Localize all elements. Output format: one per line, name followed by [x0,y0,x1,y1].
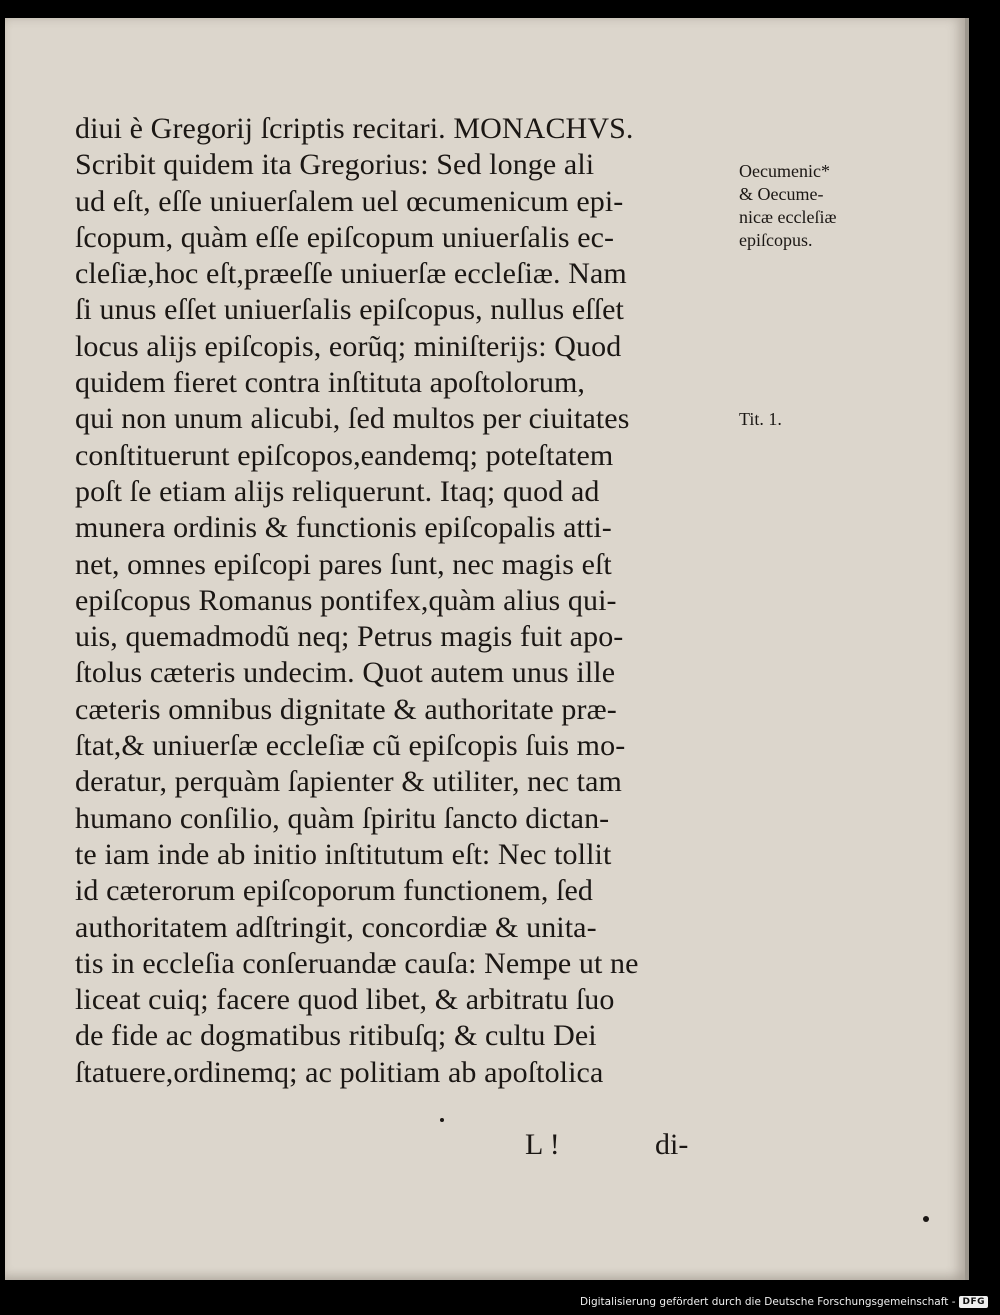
text-line: munera ordinis & functionis epiſcopalis atti- [75,511,612,545]
text-line: poſt ſe etiam alijs reliquerunt. Itaq; quod ad [75,474,600,508]
text-line: diui è Gregorij ſcriptis recitari. MONACHVS. [75,112,634,145]
margin-note-line: Tit. 1. [739,409,782,429]
signature-mark: L ! [525,1128,560,1161]
text-line: deratur, perquàm ſapienter & utiliter, nec tam [75,765,622,799]
text-line: ſcopum, quàm eſſe epiſcopum uniuerſalis ec- [75,220,615,254]
ink-speck [923,1216,929,1222]
margin-note-titus [739,408,959,431]
text-line: qui non unum alicubi, ſed multos per ciuitates [75,402,630,436]
text-line: id cæterorum epiſcoporum functionem, ſed [75,874,594,908]
text-line: uis, quemadmodũ neq; Petrus magis fuit apo- [75,620,624,654]
text-line: quidem fieret contra inſtituta apoſtolorum, [75,366,585,400]
digitization-credit [580,1291,988,1313]
text-line: ud eſt, eſſe uniuerſalem uel œcumenicum epi- [75,184,624,218]
text-line: liceat cuiq; facere quod libet, & arbitratu ſuo [75,983,615,1017]
text-line: tis in eccleſia conſeruandæ cauſa: Nempe ut ne [75,946,639,980]
text-line: ſtatuere,ordinemq; ac politiam ab apoſtolica [75,1055,604,1089]
margin-note-line: & Oecume- [739,184,824,204]
text-line: net, omnes epiſcopi pares ſunt, nec magis eſt [75,547,612,581]
text-line: ſi unus eſſet uniuerſalis epiſcopus, nullus eſſet [75,293,624,327]
book-page [5,18,969,1280]
text-line: authoritatem adſtringit, concordiæ & unita- [75,910,597,944]
text-line: humano conſilio, quàm ſpiritu ſancto dictan- [75,801,610,835]
text-line: conſtituerunt epiſcopos,eandemq; poteſtatem [75,438,614,472]
text-line: cæteris omnibus dignitate & authoritate præ- [75,692,617,726]
text-line: ſtat,& uniuerſæ eccleſiæ cũ epiſcopis ſuis mo- [75,729,626,763]
text-line: cleſiæ,hoc eſt,præeſſe uniuerſæ eccleſiæ. Nam [75,257,627,291]
text-line: te iam inde ab initio inſtitutum eſt: Nec tollit [75,837,612,871]
margin-note-line: epiſcopus. [739,230,813,250]
text-line: Scribit quidem ita Gregorius: Sed longe ali [75,148,595,182]
text-line: ſtolus cæteris undecim. Quot autem unus ille [75,656,616,690]
text-line: locus alijs epiſcopis, eorũq; miniſterijs: Quod [75,329,622,363]
text-line: de fide ac dogmatibus ritibuſq; & cultu Dei [75,1019,597,1053]
page-text [75,111,735,1091]
margin-note-oecumenicus [739,160,959,252]
dfg-logo-icon: DFG [959,1296,988,1308]
margin-note-line: nicæ eccleſiæ [739,207,837,227]
ink-speck [440,1118,444,1122]
margin-note-line: Oecumenic* [739,161,830,181]
page-footer-marks [525,1128,725,1164]
catchword: di- [655,1128,689,1161]
text-line: epiſcopus Romanus pontifex,quàm alius qui- [75,583,617,617]
credit-text: Digitalisierung gefördert durch die Deutsche Forschungsgemeinschaft - [579,1296,956,1308]
